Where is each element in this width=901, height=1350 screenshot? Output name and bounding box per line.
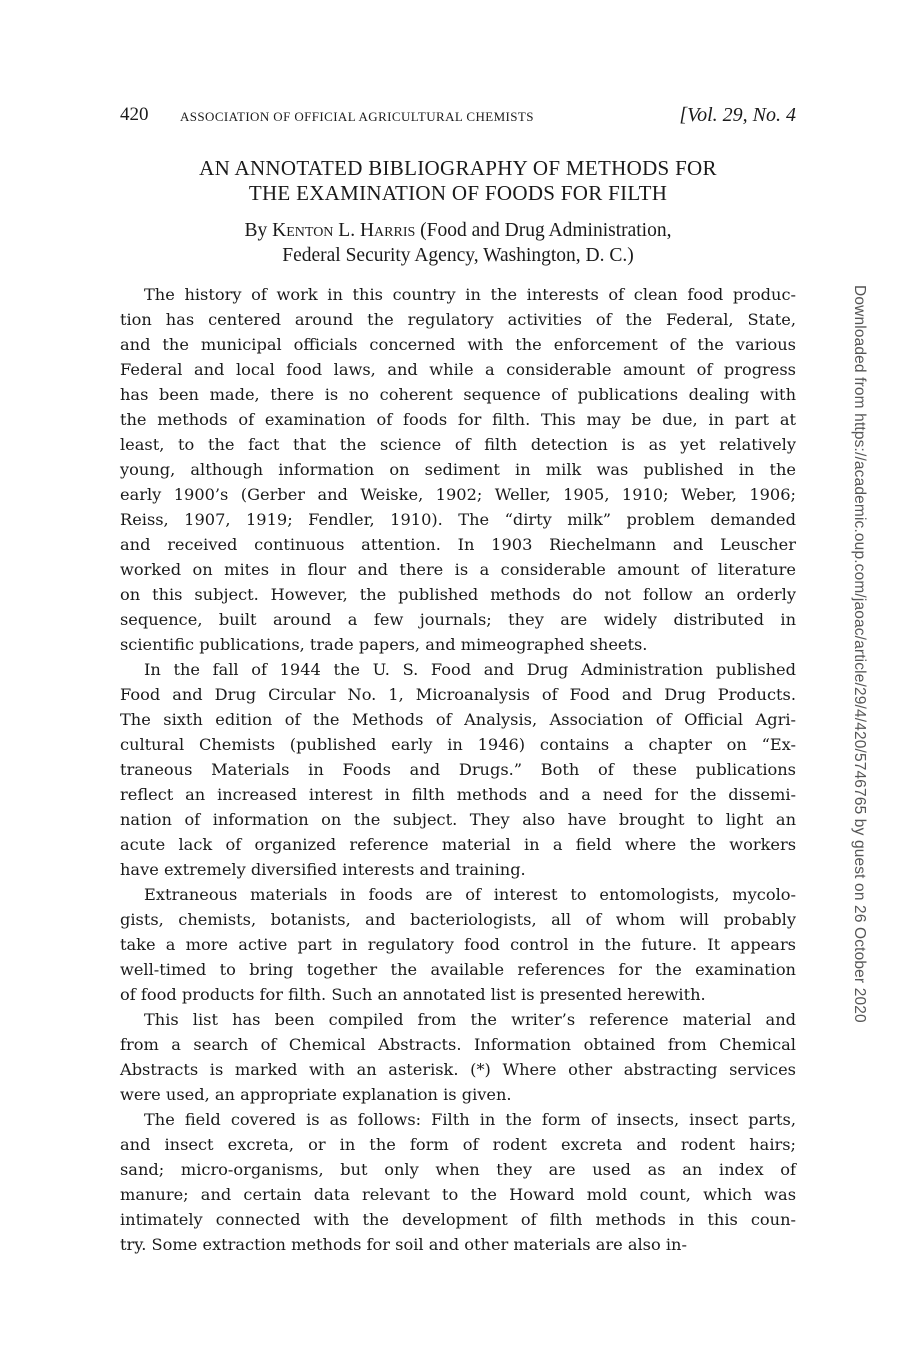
text-line: were used, an appropriate explanation is given.: [120, 1085, 512, 1104]
text-line: early 1900’s (Gerber and Weiske, 1902; Weller, 1905, 1910; Weber, 1906;: [120, 485, 796, 504]
text-line: This list has been compiled from the writer’s reference material and: [144, 1010, 796, 1029]
paragraph: [120, 1007, 796, 1107]
text-line: well-timed to bring together the available references for the examination: [120, 960, 796, 979]
journal-name: ASSOCIATION OF OFFICIAL AGRICULTURAL CHEMISTS: [180, 109, 534, 124]
article-title: [120, 156, 796, 206]
running-header: [120, 104, 796, 132]
paragraph: [120, 657, 796, 882]
paragraph: [120, 1107, 796, 1257]
text-line: young, although information on sediment in milk was published in the: [120, 460, 796, 479]
author-byline: [120, 218, 796, 268]
author-name: Kenton L. Harris: [272, 220, 416, 241]
text-line: of food products for filth. Such an annotated list is presented herewith.: [120, 985, 706, 1004]
title-line: THE EXAMINATION OF FOODS FOR FILTH: [248, 181, 668, 205]
text-line: tion has centered around the regulatory activities of the Federal, State,: [120, 310, 796, 329]
text-line: cultural Chemists (published early in 1946) contains a chapter on “Ex-: [120, 735, 796, 754]
text-line: scientific publications, trade papers, and mimeographed sheets.: [120, 635, 648, 654]
volume-issue: [Vol. 29, No. 4: [679, 104, 796, 126]
download-notice-sidebar: [848, 285, 874, 1075]
author-affiliation-continued: Federal Security Agency, Washington, D. C.): [282, 245, 634, 266]
text-line: least, to the fact that the science of filth detection is as yet relatively: [120, 435, 796, 454]
text-line: In the fall of 1944 the U. S. Food and Drug Administration published: [144, 660, 796, 679]
text-line: gists, chemists, botanists, and bacteriologists, all of whom will probably: [120, 910, 796, 929]
text-line: Federal and local food laws, and while a considerable amount of progress: [120, 360, 796, 379]
text-line: Reiss, 1907, 1919; Fendler, 1910). The “dirty milk” problem demanded: [120, 510, 796, 529]
text-line: traneous Materials in Foods and Drugs.” Both of these publications: [120, 760, 796, 779]
paragraph: [120, 882, 796, 1007]
text-line: has been made, there is no coherent sequence of publications dealing with: [120, 385, 796, 404]
text-line: sand; micro-organisms, but only when they are used as an index of: [120, 1160, 796, 1179]
text-line: Food and Drug Circular No. 1, Microanalysis of Food and Drug Products.: [120, 685, 796, 704]
text-line: The field covered is as follows: Filth in the form of insects, insect parts,: [144, 1110, 796, 1129]
text-line: Abstracts is marked with an asterisk. (*) Where other abstracting services: [120, 1060, 796, 1079]
text-line: from a search of Chemical Abstracts. Information obtained from Chemical: [120, 1035, 796, 1054]
text-line: nation of information on the subject. They also have brought to light an: [120, 810, 796, 829]
paragraph: [120, 282, 796, 657]
author-affiliation: (Food and Drug Administration,: [415, 220, 672, 241]
text-line: worked on mites in flour and there is a considerable amount of literature: [120, 560, 796, 579]
text-line: try. Some extraction methods for soil and other materials are also in-: [120, 1235, 687, 1254]
text-line: The history of work in this country in the interests of clean food produc-: [144, 285, 796, 304]
title-line: AN ANNOTATED BIBLIOGRAPHY OF METHODS FOR: [199, 156, 717, 180]
text-line: The sixth edition of the Methods of Analysis, Association of Official Agri-: [120, 710, 796, 729]
author-prefix: By: [244, 220, 273, 241]
download-notice: Downloaded from https://academic.oup.com/jaoac/article/29/4/420/5746765 by guest on 26 October 2020: [851, 285, 868, 1023]
text-line: on this subject. However, the published methods do not follow an orderly: [120, 585, 796, 604]
text-line: and received continuous attention. In 1903 Riechelmann and Leuscher: [120, 535, 796, 554]
text-line: intimately connected with the development of filth methods in this coun-: [120, 1210, 796, 1229]
text-line: take a more active part in regulatory food control in the future. It appears: [120, 935, 796, 954]
text-line: and the municipal officials concerned with the enforcement of the various: [120, 335, 796, 354]
text-line: acute lack of organized reference material in a field where the workers: [120, 835, 796, 854]
text-line: sequence, built around a few journals; they are widely distributed in: [120, 610, 796, 629]
text-line: and insect excreta, or in the form of rodent excreta and rodent hairs;: [120, 1135, 796, 1154]
article-body: [120, 282, 796, 1257]
text-line: Extraneous materials in foods are of interest to entomologists, mycolo-: [144, 885, 796, 904]
text-line: the methods of examination of foods for filth. This may be due, in part at: [120, 410, 796, 429]
page-number: 420: [120, 104, 149, 125]
text-line: reflect an increased interest in filth methods and a need for the dissemi-: [120, 785, 796, 804]
text-line: have extremely diversified interests and training.: [120, 860, 526, 879]
text-line: manure; and certain data relevant to the Howard mold count, which was: [120, 1185, 796, 1204]
